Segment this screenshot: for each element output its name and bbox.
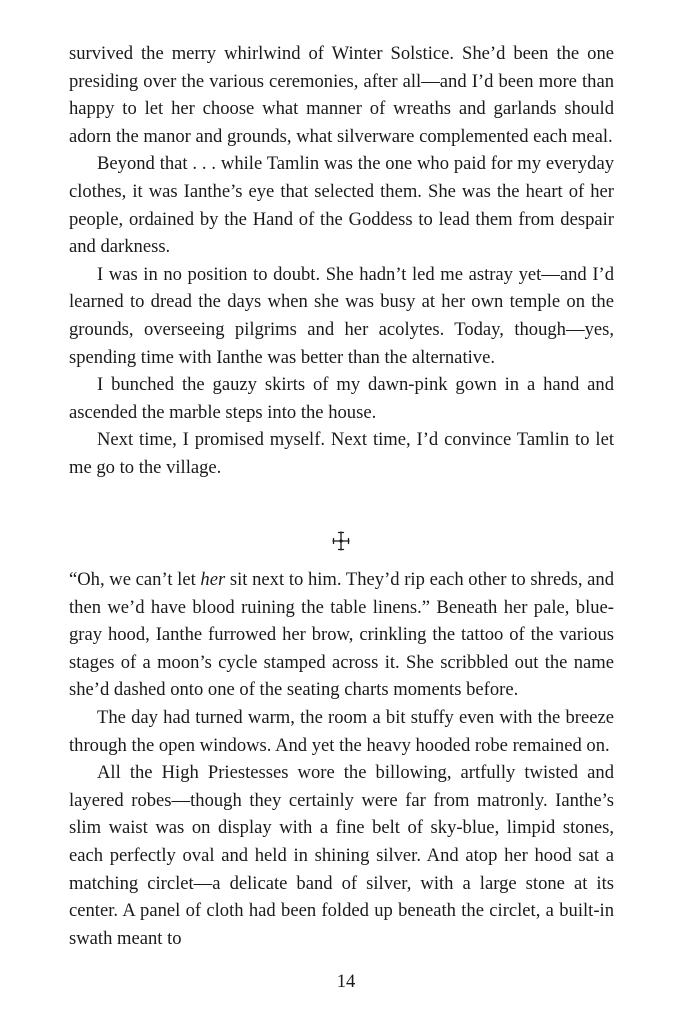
- paragraph: Next time, I promised myself. Next time, I’d convince Tamlin to let me go to the village.: [69, 429, 614, 478]
- page-number: 14: [336, 971, 356, 992]
- section-two-text: [69, 566, 614, 952]
- flourish-cross-icon: [330, 530, 352, 552]
- dialogue-lead: “Oh, we can’t let: [69, 569, 201, 590]
- section-one-text: [69, 40, 614, 482]
- paragraph: Beyond that . . . while Tamlin was the one who paid for my everyday clothes, it was Ianthe’s eye that selected them. She was the heart of her people, ordained by the Hand of the Goddess to lead them from despair and darkness.: [69, 153, 614, 258]
- paragraph: All the High Priestesses wore the billowing, artfully twisted and layered robes—though they certainly were far from matronly. Ianthe’s slim waist was on display with a fine belt of sky-blue, limpid stones, each perfectly oval and held in shining silver. And atop her hood sat a matching circlet—a delicate band of silver, with a large stone at its center. A panel of cloth had been folded up beneath the circlet, a built-in swath meant to: [69, 762, 614, 949]
- paragraph: The day had turned warm, the room a bit stuffy even with the breeze through the open windows. And yet the heavy hooded robe remained on.: [69, 706, 614, 756]
- paragraph: I bunched the gauzy skirts of my dawn-pink gown in a hand and ascended the marble steps into the house.: [69, 374, 614, 423]
- emphasized-word: her: [200, 569, 226, 590]
- paragraph-dialogue: [69, 566, 614, 704]
- dialogue-rest: sit next to him. They’d rip each other to shreds, and then we’d have blood ruining the table linens.” Beneath her pale, blue-gray hood, Ianthe furrowed her brow, crinkling the tattoo of the various stages of a moon’s cycle stamped across it. She scribbled out the name she’d dashed onto one of the seating charts moments before.: [69, 569, 614, 701]
- paragraph-continued: survived the merry whirlwind of Winter Solstice. She’d been the one presiding over the various ceremonies, after all—and I’d been more than happy to let her choose what manner of wreaths and garlands should adorn the manor and grounds, what silverware complemented each meal.: [69, 43, 614, 147]
- paragraph: I was in no position to doubt. She hadn’t led me astray yet—and I’d learned to dread the days when she was busy at her own temple on the grounds, overseeing pilgrims and her acolytes. Today, though—yes, spending time with Ianthe was better than the alternative.: [69, 263, 614, 368]
